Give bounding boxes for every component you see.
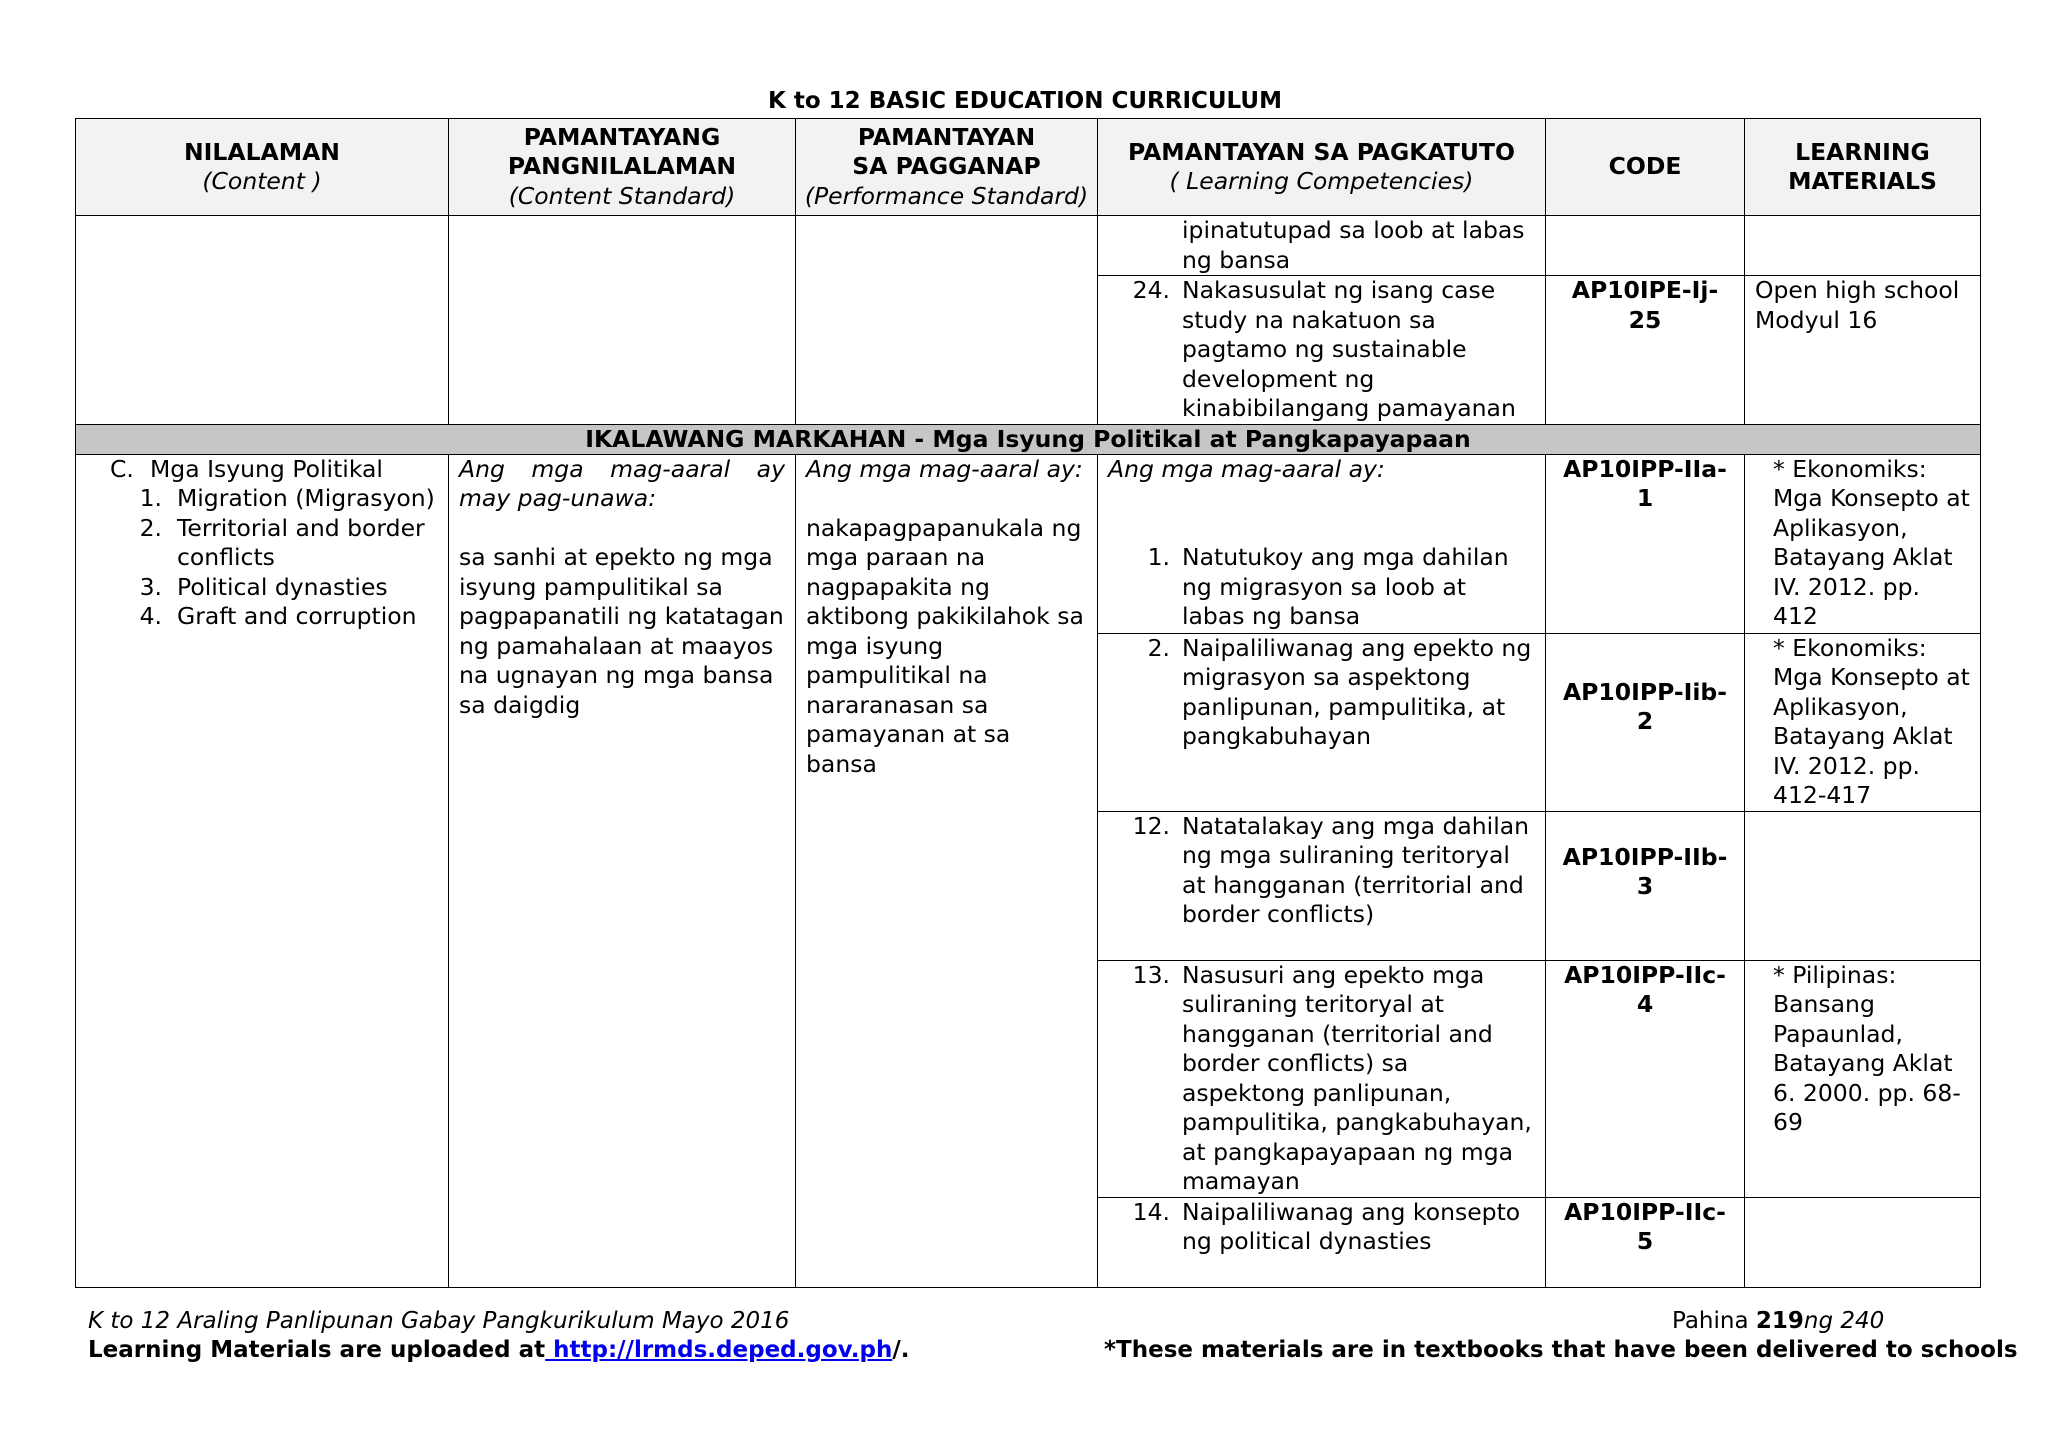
performance-standard-body: nakapagpapanukala ng mga paraan na nagpapakita ng aktibong pakikilahok sa mga isyung pampulitikal na nararanasan sa pamayanan at sa bansa [806, 513, 1084, 778]
materials-cell [1745, 216, 1981, 276]
competency-cell: 13. Nasusuri ang epekto mga suliraning teritoryal at hangganan (territorial and border conflicts) sa aspektong panlipunan, pampulitika, pangkabuhayan, at pangkapayapaan ng mga mamayan [1098, 960, 1546, 1197]
list-item: 4. Graft and corruption [139, 602, 417, 630]
footer-upload-note: Learning Materials are uploaded at http://lrmds.deped.gov.ph/. [88, 1337, 910, 1363]
code-cell: AP10IPE-Ij-25 [1546, 276, 1745, 425]
competency-cell: 12. Natatalakay ang mga dahilan ng mga suliraning teritoryal at hangganan (territorial and border conflicts) [1098, 811, 1546, 960]
content-standard-body: sa sanhi at epekto ng mga isyung pampulitikal sa pagpapanatili ng katatagan ng pamahalaan at maayos na ugnayan ng mga bansa sa daigdig [459, 543, 784, 719]
materials-cell: * Ekonomiks: Mga Konsepto at Aplikasyon, Batayang Aklat IV. 2012. pp. 412-417 [1745, 633, 1981, 811]
header-content: NILALAMAN (Content ) [76, 119, 449, 216]
competency-cell: ipinatutupad sa loob at labas ng bansa [1098, 216, 1546, 276]
code-cell: AP10IPP-IIa-1 [1546, 454, 1745, 633]
materials-cell: * Ekonomiks: Mga Konsepto at Aplikasyon, Batayang Aklat IV. 2012. pp. 412 [1745, 454, 1981, 633]
page-number: Pahina 219ng 240 [1672, 1308, 1885, 1334]
footer-guide-title: K to 12 Araling Panlipunan Gabay Pangkurikulum Mayo 2016 [88, 1308, 790, 1334]
table-row [76, 216, 1981, 276]
header-materials: LEARNING MATERIALS [1745, 119, 1981, 216]
footer-textbook-note: *These materials are in textbooks that have been delivered to schools [1104, 1337, 2018, 1363]
curriculum-table [75, 118, 1981, 1288]
materials-cell [1745, 811, 1981, 960]
competency-cell: 24. Nakasusulat ng isang case study na nakatuon sa pagtamo ng sustainable development ng kinabibilangang pamayanan [1098, 276, 1546, 425]
header-code: CODE [1546, 119, 1745, 216]
code-cell: AP10IPP-Iib-2 [1546, 633, 1745, 811]
list-item: 2. Territorial and border conflicts [139, 513, 425, 571]
content-cell-empty [76, 216, 449, 425]
performance-standard-intro: Ang mga mag-aaral ay: [806, 454, 1083, 483]
content-cell [76, 454, 449, 1287]
content-standard-cell [449, 454, 796, 1287]
lrmds-link[interactable]: http://lrmds.deped.gov.ph [545, 1337, 893, 1363]
competency-cell: Ang mga mag-aaral ay: 1. Natutukoy ang mga dahilan ng migrasyon sa loob at labas ng bansa [1098, 454, 1546, 633]
competency-cell: 2. Naipaliliwanag ang epekto ng migrasyon sa aspektong panlipunan, pampulitika, at pangkabuhayan [1098, 633, 1546, 811]
content-standard-intro: Ang mga mag-aaral ay may pag-unawa: [459, 454, 785, 512]
performance-standard-cell-empty [796, 216, 1098, 425]
list-item: 3. Political dynasties [139, 572, 388, 601]
document-title: K to 12 BASIC EDUCATION CURRICULUM [768, 88, 1282, 114]
code-cell [1546, 216, 1745, 276]
content-list: C. Mga Isyung Politikal 1. Migration (Migrasyon) 2. Territorial and border conflicts 3. Political dynasties 4. Graft and corruption [110, 455, 438, 632]
materials-cell [1745, 1197, 1981, 1287]
header-performance-standard: PAMANTAYAN SA PAGGANAP (Performance Standard) [796, 119, 1098, 216]
materials-cell: Open high school Modyul 16 [1745, 276, 1981, 425]
list-item: 1. Migration (Migrasyon) [139, 484, 435, 512]
header-content-standard: PAMANTAYANG PANGNILALAMAN (Content Standard) [449, 119, 796, 216]
header-competencies: PAMANTAYAN SA PAGKATUTO ( Learning Competencies) [1098, 119, 1546, 216]
code-cell: AP10IPP-IIc-5 [1546, 1197, 1745, 1287]
quarter-band-row [76, 424, 1981, 454]
table-row [76, 454, 1981, 633]
performance-standard-cell [796, 454, 1098, 1287]
quarter-band: IKALAWANG MARKAHAN - Mga Isyung Politikal at Pangkapayapaan [76, 424, 1981, 454]
competency-intro: Ang mga mag-aaral ay: [1108, 454, 1385, 483]
content-standard-cell-empty [449, 216, 796, 425]
competency-cell: 14. Naipaliliwanag ang konsepto ng political dynasties [1098, 1197, 1546, 1287]
header-row [76, 119, 1981, 216]
materials-cell: * Pilipinas: Bansang Papaunlad, Batayang Aklat 6. 2000. pp. 68-69 [1745, 960, 1981, 1197]
code-cell: AP10IPP-IIc-4 [1546, 960, 1745, 1197]
code-cell: AP10IPP-IIb-3 [1546, 811, 1745, 960]
